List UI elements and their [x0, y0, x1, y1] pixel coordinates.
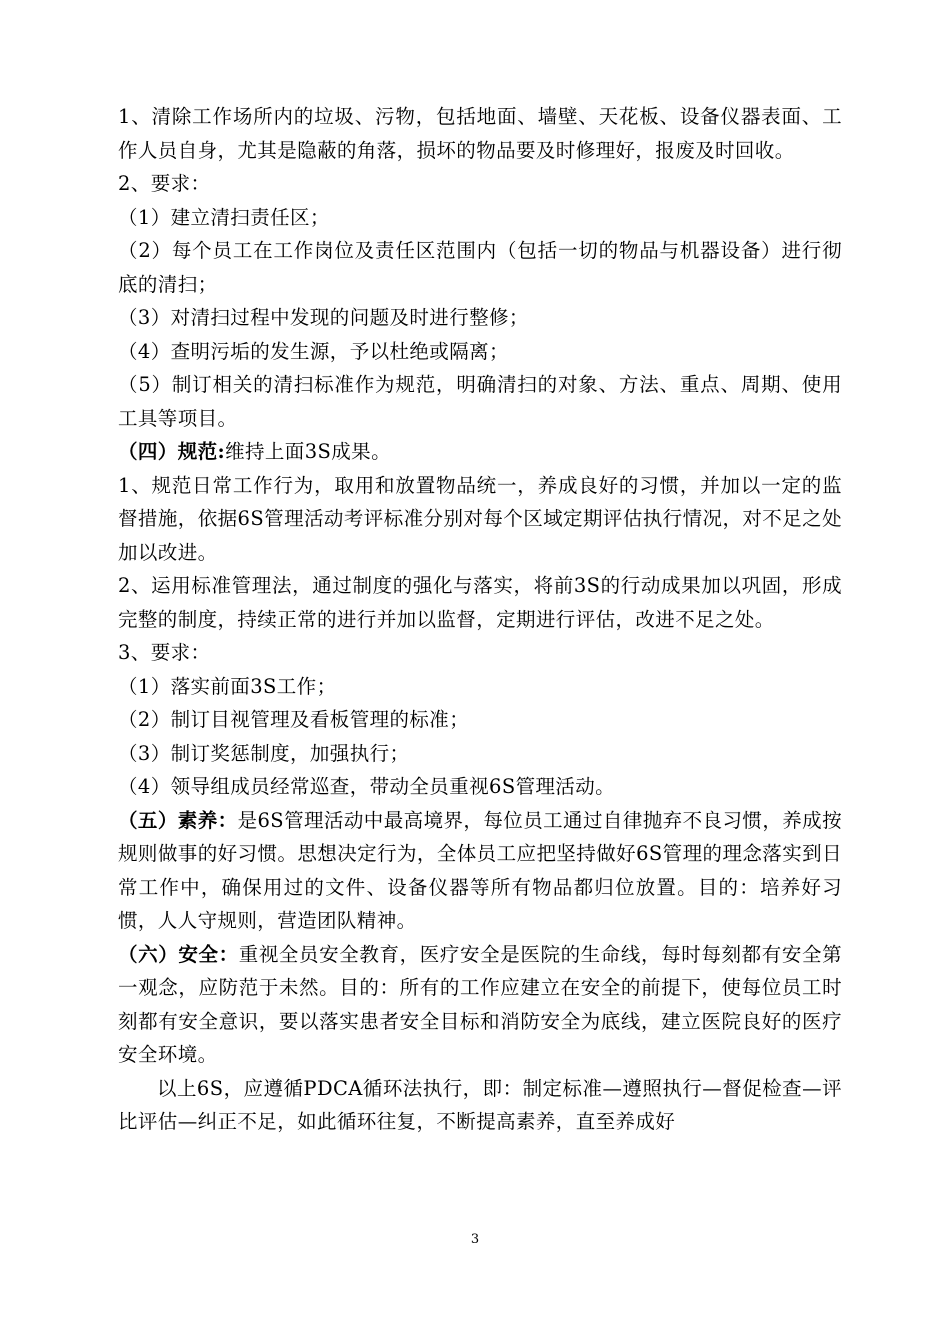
list-item: （2）制订目视管理及看板管理的标准；	[118, 708, 470, 731]
list-item: （1）建立清扫责任区；	[118, 205, 330, 229]
section-heading-paragraph	[118, 938, 842, 1072]
document-body	[118, 100, 842, 1139]
section-heading: （四）规范:	[118, 440, 226, 463]
section-heading-paragraph	[118, 435, 842, 469]
paragraph-text: 是6S管理活动中最高境界，每位员工通过自律抛弃不良习惯，养成按规则做事的好习惯。思想决定行为，全体员工应把坚持做好6S管理的理念落实到日常工作中，确保用过的文件、设备仪器等所有物品都归位放置。目的：培养好习惯，人人守规则，营造团队精神。	[118, 808, 842, 932]
list-item: （4）查明污垢的发生源，予以杜绝或隔离；	[118, 339, 509, 363]
list-item: （1）落实前面3S工作；	[118, 674, 337, 698]
paragraph: 3、要求：	[118, 641, 211, 664]
paragraph: 2、运用标准管理法，通过制度的强化与落实，将前3S的行动成果加以巩固，形成完整的制度，持续正常的进行并加以监督，定期进行评估，改进不足之处。	[118, 574, 842, 631]
paragraph: 1、规范日常工作行为，取用和放置物品统一，养成良好的习惯，并加以一定的监督措施，依据6S管理活动考评标准分别对每个区域定期评估执行情况，对不足之处加以改进。	[118, 473, 842, 564]
paragraph: 1、清除工作场所内的垃圾、污物，包括地面、墙壁、天花板、设备仪器表面、工作人员自身，尤其是隐蔽的角落，损坏的物品要及时修理好，报废及时回收。	[118, 105, 842, 162]
list-item: （3）对清扫过程中发现的问题及时进行整修；	[118, 306, 529, 329]
paragraph: 2、要求：	[118, 172, 211, 195]
section-heading: （五）素养：	[118, 808, 238, 832]
list-item: （3）制订奖惩制度，加强执行；	[118, 741, 410, 765]
paragraph: 以上6S，应遵循PDCA循环法执行，即：制定标准—遵照执行—督促检查—评比评估—纠正不足，如此循环往复，不断提高素养，直至养成好	[118, 1076, 842, 1133]
paragraph-text: 维持上面3S成果。	[225, 440, 391, 463]
list-item: （4）领导组成员经常巡查，带动全员重视6S管理活动。	[118, 775, 616, 798]
page-number: 3	[470, 1232, 480, 1247]
list-item: （2）每个员工在工作岗位及责任区范围内（包括一切的物品与机器设备）进行彻底的清扫；	[118, 239, 842, 296]
section-heading: （六）安全：	[118, 942, 239, 966]
list-item: （5）制订相关的清扫标准作为规范，明确清扫的对象、方法、重点、周期、使用工具等项目。	[118, 373, 842, 430]
section-heading-paragraph	[118, 804, 842, 938]
paragraph-text: 重视全员安全教育，医疗安全是医院的生命线，每时每刻都有安全第一观念，应防范于未然。目的：所有的工作应建立在安全的前提下，使每位员工时刻都有安全意识，要以落实患者安全目标和消防安全为底线，建立医院良好的医疗安全环境。	[118, 942, 842, 1066]
